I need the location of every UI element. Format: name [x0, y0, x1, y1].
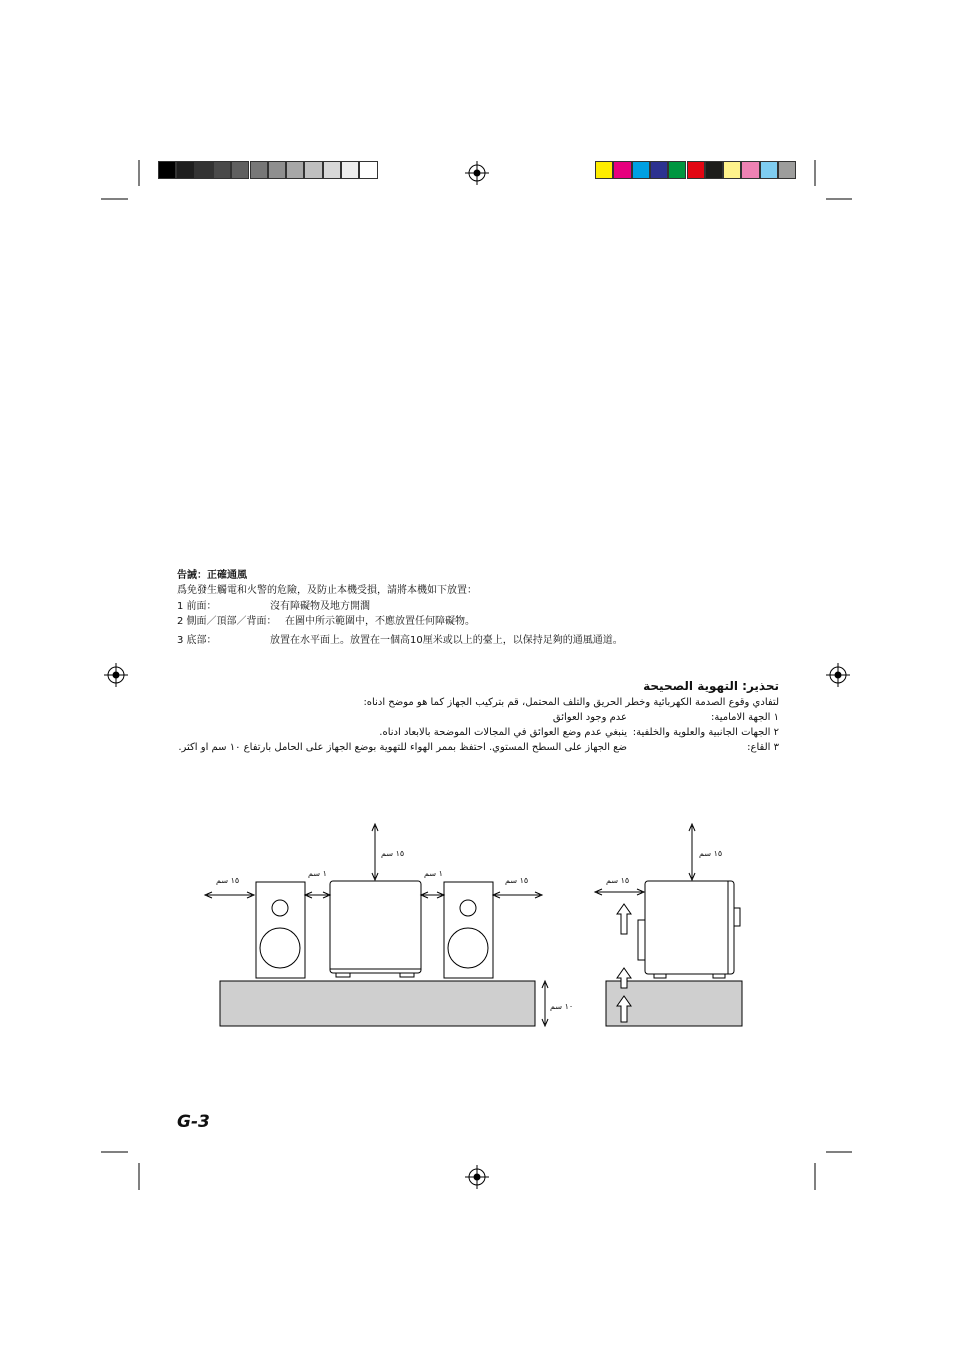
registration-mark-top	[465, 161, 489, 185]
airflow-arrows	[617, 904, 631, 1022]
registration-mark-left	[104, 663, 128, 687]
chinese-item-3-label: 3 底部：	[177, 635, 217, 646]
label-top-side: ١٥ سم	[699, 849, 723, 858]
front-view-diagram	[205, 824, 548, 1026]
registration-mark-right	[826, 663, 850, 687]
crop-marks	[101, 160, 852, 1190]
arabic-item-2-label: ٢ الجهات الجانبية والعلوية والخلفية:	[632, 727, 779, 738]
registration-mark-bottom	[465, 1165, 489, 1189]
label-left-gap: ١ سم	[308, 869, 327, 878]
front-stand	[220, 981, 535, 1026]
arabic-item-1-text: عدم وجود العوائق	[552, 712, 627, 723]
arabic-item-3-text: ضع الجهاز على السطح المستوي. احتفظ بممر الهواء للتهوية بوضع الجهاز على الحامل بارتفاع ١٠ سم او اكثر.	[178, 742, 627, 753]
chinese-item-1-text: 沒有障礙物及地方開濶	[270, 601, 370, 612]
label-right-gap: ١ سم	[424, 869, 443, 878]
chinese-item-1-label: 1 前面：	[177, 601, 217, 612]
arabic-item-1-label: ١ الجهة الامامية:	[711, 712, 779, 723]
side-unit	[645, 881, 734, 974]
arabic-intro: لتفادي وقوع الصدمة الكهربائية وخطر الحريق والتلف المحتمل، قم بتركيب الجهاز كما هو موضح ادناه:	[363, 697, 779, 708]
chinese-item-3-text: 放置在水平面上。放置在一個高10厘米或以上的臺上，以保持足夠的通風通道。	[270, 635, 623, 646]
label-stand-height: ١٠ سم	[550, 1002, 574, 1011]
label-left-outer: ١٥ سم	[216, 876, 240, 885]
main-unit	[330, 881, 421, 973]
chinese-heading: 告誡：正確通風	[177, 570, 247, 581]
label-side-back: ١٥ سم	[606, 876, 630, 885]
chinese-item-2-label: 2 側面／頂部／背面：	[177, 616, 277, 627]
chinese-item-2-text: 在圖中所示範圍中，不應放置任何障礙物。	[285, 616, 475, 627]
arabic-item-2-text: ينبغي عدم وضع العوائق في المجالات الموضحة بالابعاد ادناه.	[379, 727, 627, 738]
label-right-outer: ١٥ سم	[505, 876, 529, 885]
chinese-intro: 爲免發生觸電和火警的危險，及防止本機受損，請將本機如下放置：	[177, 585, 477, 596]
arabic-heading: تحذير: التهوية الصحيحة	[643, 679, 779, 693]
page-number: G-3	[177, 1112, 210, 1132]
label-top-front: ١٥ سم	[381, 849, 405, 858]
arabic-item-3-label: ٣ القاع:	[747, 742, 779, 753]
